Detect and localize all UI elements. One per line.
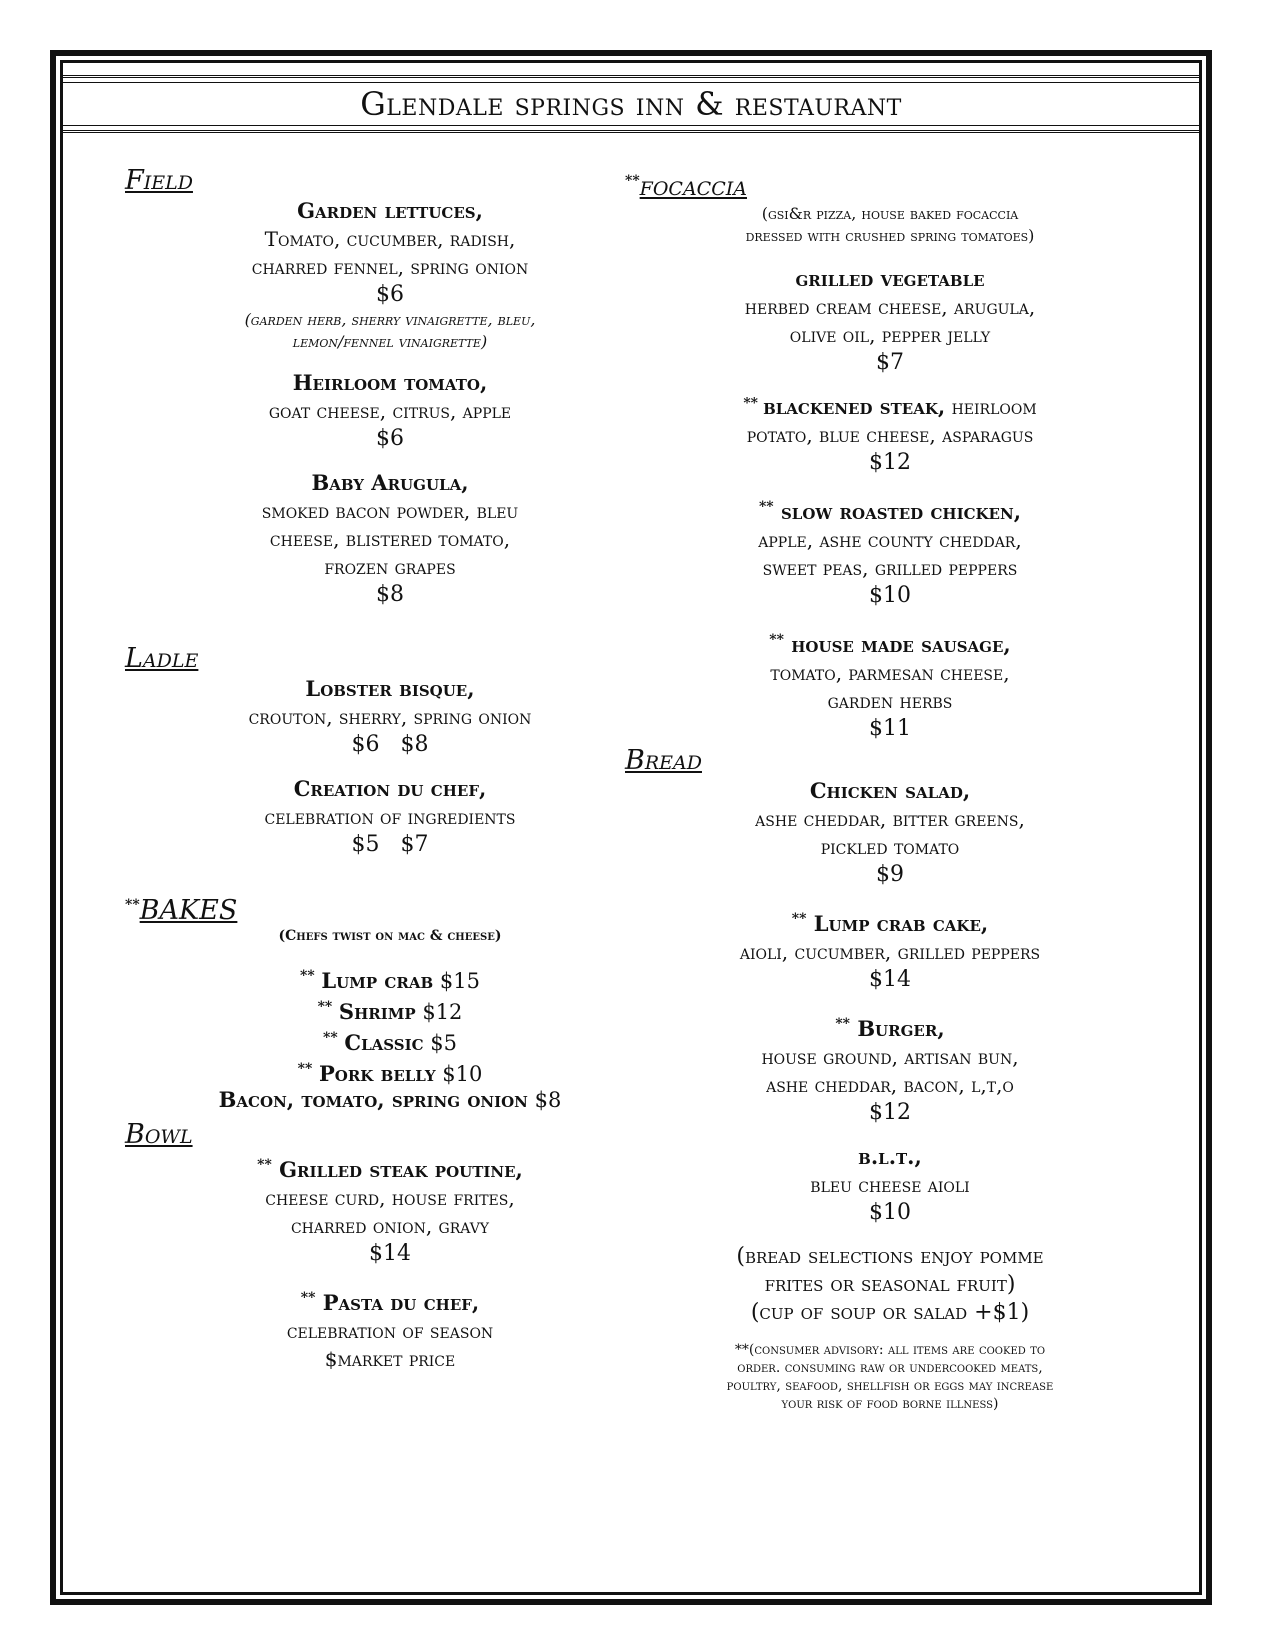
item-price: $10	[869, 583, 911, 608]
section-heading-ladle: Ladle	[125, 643, 199, 674]
restaurant-title: Glendale springs inn & restaurant	[360, 85, 902, 123]
item-desc: ashe cheddar, bitter greens,	[755, 807, 1025, 831]
bake-price: $12	[422, 1000, 463, 1024]
item-desc: bleu cheese aioli	[810, 1173, 970, 1197]
bake-name: Lump crab	[321, 968, 434, 993]
item-desc: celebration of ingredients	[264, 805, 516, 829]
item-desc: potato, blue cheese, asparagus	[746, 423, 1034, 447]
bread-note-line: (cup of soup or salad +$1)	[750, 1300, 1030, 1325]
item-name: Chicken salad,	[809, 778, 971, 803]
star-marker: **	[257, 1157, 272, 1173]
menu-item	[125, 1151, 655, 1268]
bread-note-line: frites or seasonal fruit)	[764, 1272, 1016, 1297]
item-desc: frozen grapes	[324, 555, 456, 579]
item-name: Lobster bisque,	[305, 676, 475, 701]
item-name-rest: heirloom	[945, 395, 1037, 419]
item-name: house made sausage,	[791, 632, 1011, 657]
star-marker: **	[791, 911, 807, 927]
focaccia-note: dressed with crushed spring tomatoes)	[745, 226, 1035, 245]
item-name-line	[625, 493, 1155, 526]
item-name: Grilled steak poutine,	[279, 1157, 523, 1182]
advisory-line: poultry, seafood, shellfish or eggs may increase	[726, 1378, 1054, 1394]
menu-item	[125, 1284, 655, 1373]
item-desc: cheese, blistered tomato,	[269, 527, 511, 551]
star-marker: **	[300, 1290, 316, 1306]
section-heading-bowl: Bowl	[125, 1119, 193, 1150]
menu-item	[625, 393, 1155, 477]
bake-price: $10	[442, 1062, 483, 1086]
item-price: $9	[876, 862, 904, 887]
item-name: blackened steak,	[763, 394, 946, 419]
item-desc: celebration of season	[286, 1319, 494, 1343]
star-marker: **	[323, 1030, 338, 1046]
item-price: $14	[369, 1241, 411, 1266]
menu-item	[625, 626, 1155, 743]
menu-item	[125, 469, 655, 609]
item-name: Burger,	[857, 1016, 945, 1041]
item-desc: smoked bacon powder, bleu	[261, 499, 519, 523]
star-marker: **	[625, 173, 640, 189]
bake-name: Shrimp	[338, 999, 416, 1024]
item-price: $12	[869, 1100, 911, 1125]
item-desc: charred onion, gravy	[290, 1214, 490, 1238]
item-price: $10	[869, 1200, 911, 1225]
menu-item	[625, 493, 1155, 610]
title-banner	[60, 75, 1202, 133]
bake-price: $5	[430, 1031, 457, 1055]
star-marker: **	[743, 395, 758, 412]
item-price: $12	[869, 450, 911, 475]
star-marker: **	[300, 968, 315, 984]
bake-name: Pork belly	[318, 1061, 436, 1086]
item-name: Heirloom tomato,	[292, 370, 488, 395]
item-note: lemon/fennel vinaigrette)	[292, 332, 488, 351]
advisory-line: your risk of food borne illness)	[781, 1396, 999, 1412]
advisory-line: order. consuming raw or undercooked meats,	[737, 1360, 1043, 1376]
item-name-line	[625, 393, 1155, 421]
bake-line	[125, 1056, 655, 1087]
item-name-line	[125, 1151, 655, 1184]
item-desc: pickled tomato	[820, 835, 960, 859]
menu-item	[625, 777, 1155, 889]
menu-item	[125, 369, 655, 453]
bake-line	[125, 994, 655, 1025]
menu-item	[125, 675, 655, 759]
item-price: $11	[869, 716, 911, 741]
item-desc: herbed cream cheese, arugula,	[744, 295, 1036, 319]
bake-name: Bacon, tomato, spring onion	[218, 1087, 528, 1112]
item-name: Pasta du chef,	[322, 1290, 480, 1315]
bake-line	[125, 963, 655, 994]
item-desc: house ground, artisan bun,	[761, 1045, 1019, 1069]
menu-item	[625, 265, 1155, 377]
section-heading-bread: Bread	[625, 745, 702, 776]
bake-line	[125, 1087, 655, 1113]
item-desc: apple, ashe county cheddar,	[758, 528, 1022, 552]
consumer-advisory	[625, 1341, 1155, 1413]
item-desc: garden herbs	[827, 689, 953, 713]
menu-item	[125, 775, 655, 859]
focaccia-heading-text: focaccia	[639, 171, 747, 202]
item-note: (garden herb, sherry vinaigrette, bleu,	[244, 310, 536, 329]
item-name: grilled vegetable	[795, 266, 985, 291]
item-desc: cheese curd, house frites,	[265, 1186, 515, 1210]
item-name: Lump crab cake,	[813, 911, 989, 936]
item-price: $8	[376, 582, 404, 607]
item-price: $7	[876, 350, 904, 375]
section-heading-focaccia	[625, 165, 1155, 203]
item-desc: crouton, sherry, spring onion	[248, 705, 532, 729]
item-name: b.l.t.,	[858, 1144, 922, 1169]
bakes-subtitle: (Chefs twist on mac & cheese)	[278, 928, 502, 944]
item-name-line	[625, 626, 1155, 659]
star-marker: **	[835, 1016, 850, 1032]
bakes-heading-text: BAKES	[139, 895, 238, 926]
item-name-line	[625, 905, 1155, 938]
item-name: Baby Arugula,	[311, 470, 469, 495]
section-heading-bakes	[125, 889, 655, 927]
item-desc: Tomato, cucumber, radish,	[264, 227, 516, 251]
item-desc: tomato, parmesan cheese,	[770, 661, 1010, 685]
bake-name: Classic	[344, 1030, 424, 1055]
menu-item	[625, 1010, 1155, 1127]
item-desc: olive oil, pepper jelly	[789, 323, 991, 347]
star-marker: **	[758, 499, 774, 515]
item-price: $6 $8	[351, 732, 429, 757]
item-desc: goat cheese, citrus, apple	[268, 399, 512, 423]
bread-note	[625, 1243, 1155, 1327]
bread-note-line: (bread selections enjoy pomme	[736, 1244, 1044, 1269]
item-price: $market price	[324, 1347, 456, 1371]
item-name: slow roasted chicken,	[780, 499, 1022, 524]
item-name-line	[125, 1284, 655, 1317]
item-price: $6	[376, 426, 404, 451]
item-name: Garden lettuces,	[297, 198, 483, 223]
item-price: $14	[869, 967, 911, 992]
star-marker: **	[317, 999, 333, 1015]
menu-item	[125, 197, 655, 353]
item-desc: aioli, cucumber, grilled peppers	[739, 940, 1041, 964]
bake-line	[125, 1025, 655, 1056]
menu-item	[625, 905, 1155, 994]
item-desc: sweet peas, grilled peppers	[762, 556, 1018, 580]
item-price: $6	[376, 282, 404, 307]
section-heading-field: Field	[125, 165, 193, 196]
menu-item	[625, 1143, 1155, 1227]
right-column	[625, 165, 1155, 1413]
star-marker: **	[125, 897, 140, 913]
bake-price: $15	[439, 969, 480, 993]
item-name-line	[625, 1010, 1155, 1043]
star-marker: **	[297, 1061, 313, 1077]
focaccia-note: (gsi&r pizza, house baked focaccia	[761, 204, 1019, 223]
item-desc: ashe cheddar, bacon, l,t,o	[766, 1073, 1014, 1097]
bake-price: $8	[534, 1088, 562, 1112]
star-marker: **	[769, 632, 784, 648]
left-column	[125, 165, 655, 1389]
item-name: Creation du chef,	[293, 776, 487, 801]
advisory-line: **(consumer advisory: all items are cooked to	[734, 1342, 1046, 1358]
item-price: $5 $7	[351, 832, 429, 857]
item-desc: charred fennel, spring onion	[251, 255, 529, 279]
